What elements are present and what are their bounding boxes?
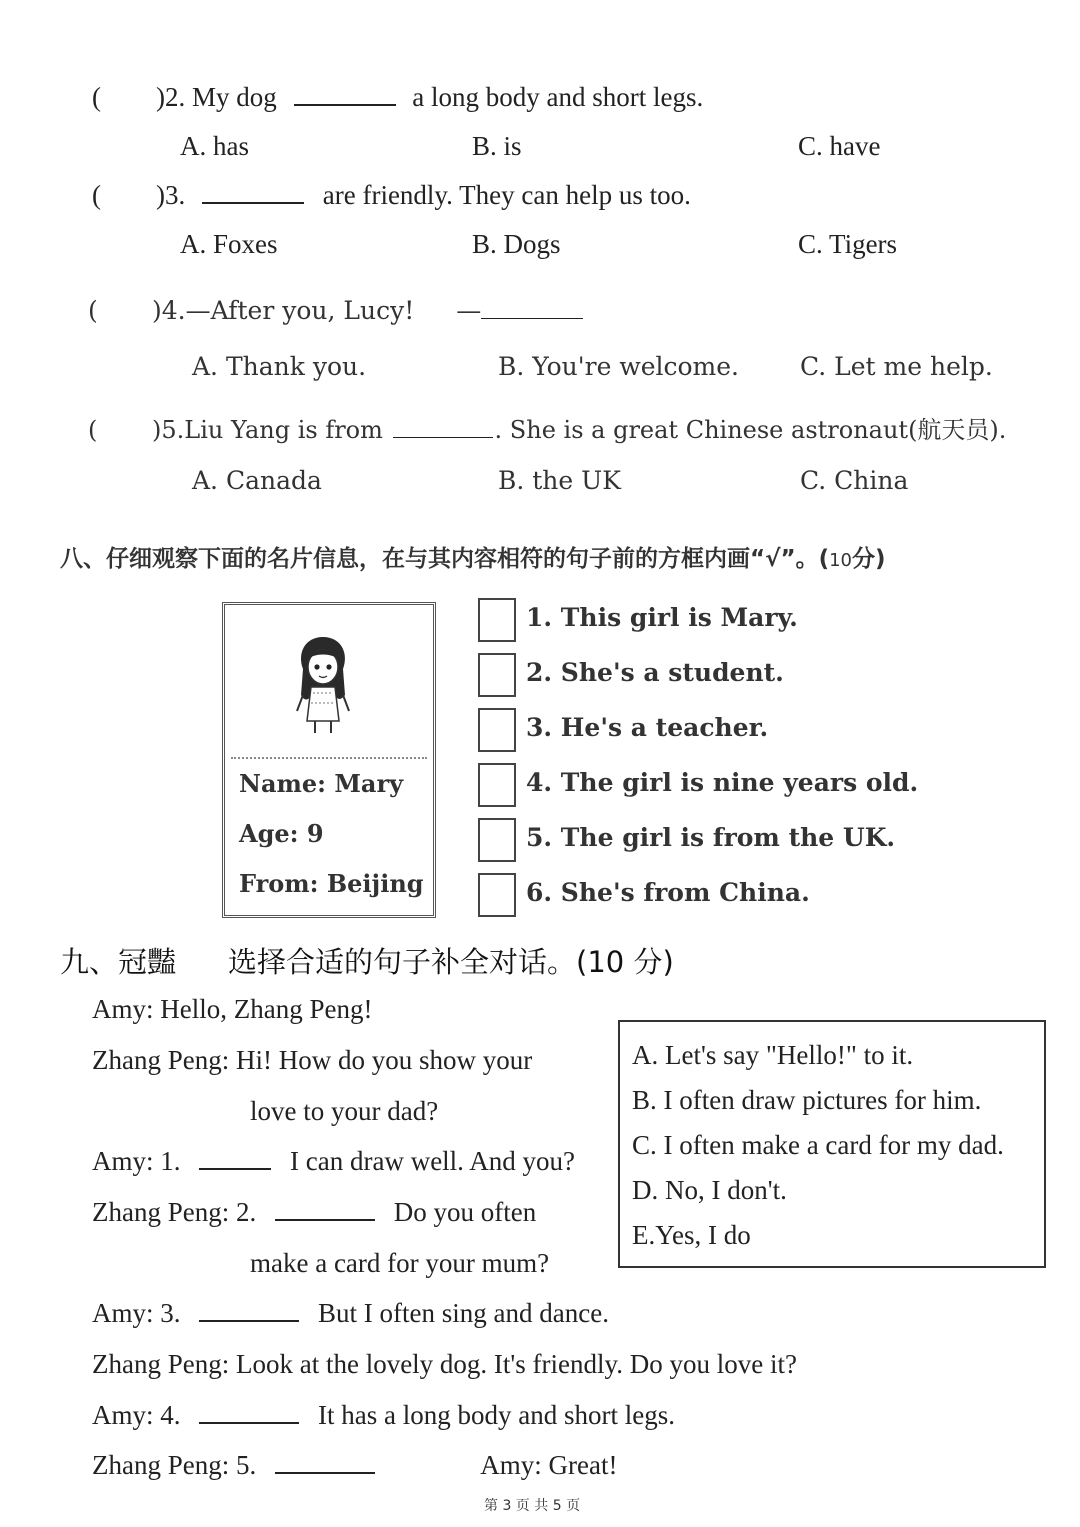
dialogue-line-7: Amy: 4. It has a long body and short legs. [92, 1400, 675, 1430]
question-4-stem [88, 296, 583, 325]
question-5-stem [88, 410, 1006, 445]
option-a: A. Thank you. [192, 352, 367, 381]
dialogue-line-2: Zhang Peng: Hi! How do you show your [92, 1045, 533, 1075]
score-number: 10 [829, 550, 852, 571]
answer-blank-2[interactable] [275, 1199, 375, 1221]
option-a: A. Foxes [180, 229, 278, 259]
options-box [618, 1020, 1046, 1268]
name-card [222, 602, 436, 918]
question-number: )3. [156, 180, 186, 210]
answer-blank[interactable] [202, 182, 304, 204]
stem-text: a long body and short legs. [412, 82, 704, 112]
answer-paren-open[interactable]: ( [88, 296, 98, 325]
check-item-5: 5. The girl is from the UK. [526, 823, 896, 852]
option-b: B. is [472, 131, 522, 161]
dialogue-line-2b: love to your dad? [250, 1096, 439, 1126]
answer-blank[interactable] [481, 298, 583, 319]
card-name: Name: Mary [239, 769, 404, 798]
checkbox-3[interactable] [478, 708, 516, 752]
dialogue-line-1: Amy: Hello, Zhang Peng! [92, 994, 373, 1024]
question-2-stem [92, 82, 703, 113]
stem-text: —After you, Lucy! [185, 296, 415, 325]
answer-blank-4[interactable] [199, 1402, 299, 1424]
option-c: C. Tigers [798, 229, 898, 259]
option-a: A. Canada [192, 466, 322, 495]
answer-blank[interactable] [294, 84, 396, 106]
option-c: C. have [798, 131, 881, 161]
checkbox-2[interactable] [478, 653, 516, 697]
dialogue-line-4b: make a card for your mum? [250, 1248, 550, 1278]
card-from: From: Beijing [239, 869, 424, 898]
stem-text: My dog [192, 82, 277, 112]
section-8-heading: 八、仔细观察下面的名片信息，在与其内容相符的句子前的方框内画“√”。(10分) [60, 546, 886, 572]
question-3-stem [92, 180, 691, 211]
checkbox-6[interactable] [478, 873, 516, 917]
card-divider [231, 757, 427, 759]
stem-text: . She is a great Chinese astronaut(航天员). [494, 416, 1007, 444]
option-b: B. I often draw pictures for him. [632, 1085, 982, 1115]
option-c: C. I often make a card for my dad. [632, 1130, 1004, 1160]
checkbox-5[interactable] [478, 818, 516, 862]
option-b: B. the UK [498, 466, 621, 495]
garbled-glyphs: 冠豔 [118, 945, 177, 979]
option-c: C. Let me help. [800, 352, 993, 381]
option-c: C. China [800, 466, 909, 495]
dialogue-line-8: Zhang Peng: 5. Amy: Great! [92, 1450, 618, 1480]
check-item-1: 1. This girl is Mary. [526, 603, 798, 632]
dialogue-line-4: Zhang Peng: 2. Do you often [92, 1197, 537, 1227]
dialogue-line-3: Amy: 1. I can draw well. And you? [92, 1146, 575, 1176]
page-footer: 第 3 页 共 5 页 [484, 1498, 581, 1514]
section-9-heading: 九、冠豔 选择合适的句子补全对话。(10 分) [60, 945, 674, 979]
answer-paren-open[interactable]: ( [92, 82, 101, 112]
option-d: D. No, I don't. [632, 1175, 787, 1205]
checkbox-4[interactable] [478, 763, 516, 807]
answer-blank[interactable] [393, 417, 493, 438]
answer-paren-open[interactable]: ( [88, 416, 98, 444]
option-b: B. Dogs [472, 229, 561, 259]
answer-blank-3[interactable] [199, 1300, 299, 1322]
option-e: E.Yes, I do [632, 1220, 751, 1250]
check-item-4: 4. The girl is nine years old. [526, 768, 919, 797]
question-number: )5. [152, 416, 185, 444]
answer-blank-5[interactable] [275, 1452, 375, 1474]
answer-paren-open[interactable]: ( [92, 180, 101, 210]
check-item-2: 2. She's a student. [526, 658, 784, 687]
question-number: )2. [156, 82, 186, 112]
check-item-3: 3. He's a teacher. [526, 713, 769, 742]
dash: — [456, 296, 482, 325]
option-a: A. has [180, 131, 249, 161]
stem-text: Liu Yang is from [184, 416, 383, 444]
answer-blank-1[interactable] [199, 1148, 271, 1170]
dialogue-line-6: Zhang Peng: Look at the lovely dog. It's friendly. Do you love it? [92, 1349, 797, 1379]
stem-text: are friendly. They can help us too. [322, 180, 691, 210]
dialogue-line-5: Amy: 3. But I often sing and dance. [92, 1298, 609, 1328]
girl-illustration [289, 633, 357, 737]
option-a: A. Let's say "Hello!" to it. [632, 1040, 914, 1070]
card-age: Age: 9 [239, 819, 324, 848]
checkbox-1[interactable] [478, 598, 516, 642]
question-number: )4. [152, 296, 186, 325]
option-b: B. You're welcome. [498, 352, 740, 381]
check-item-6: 6. She's from China. [526, 878, 810, 907]
